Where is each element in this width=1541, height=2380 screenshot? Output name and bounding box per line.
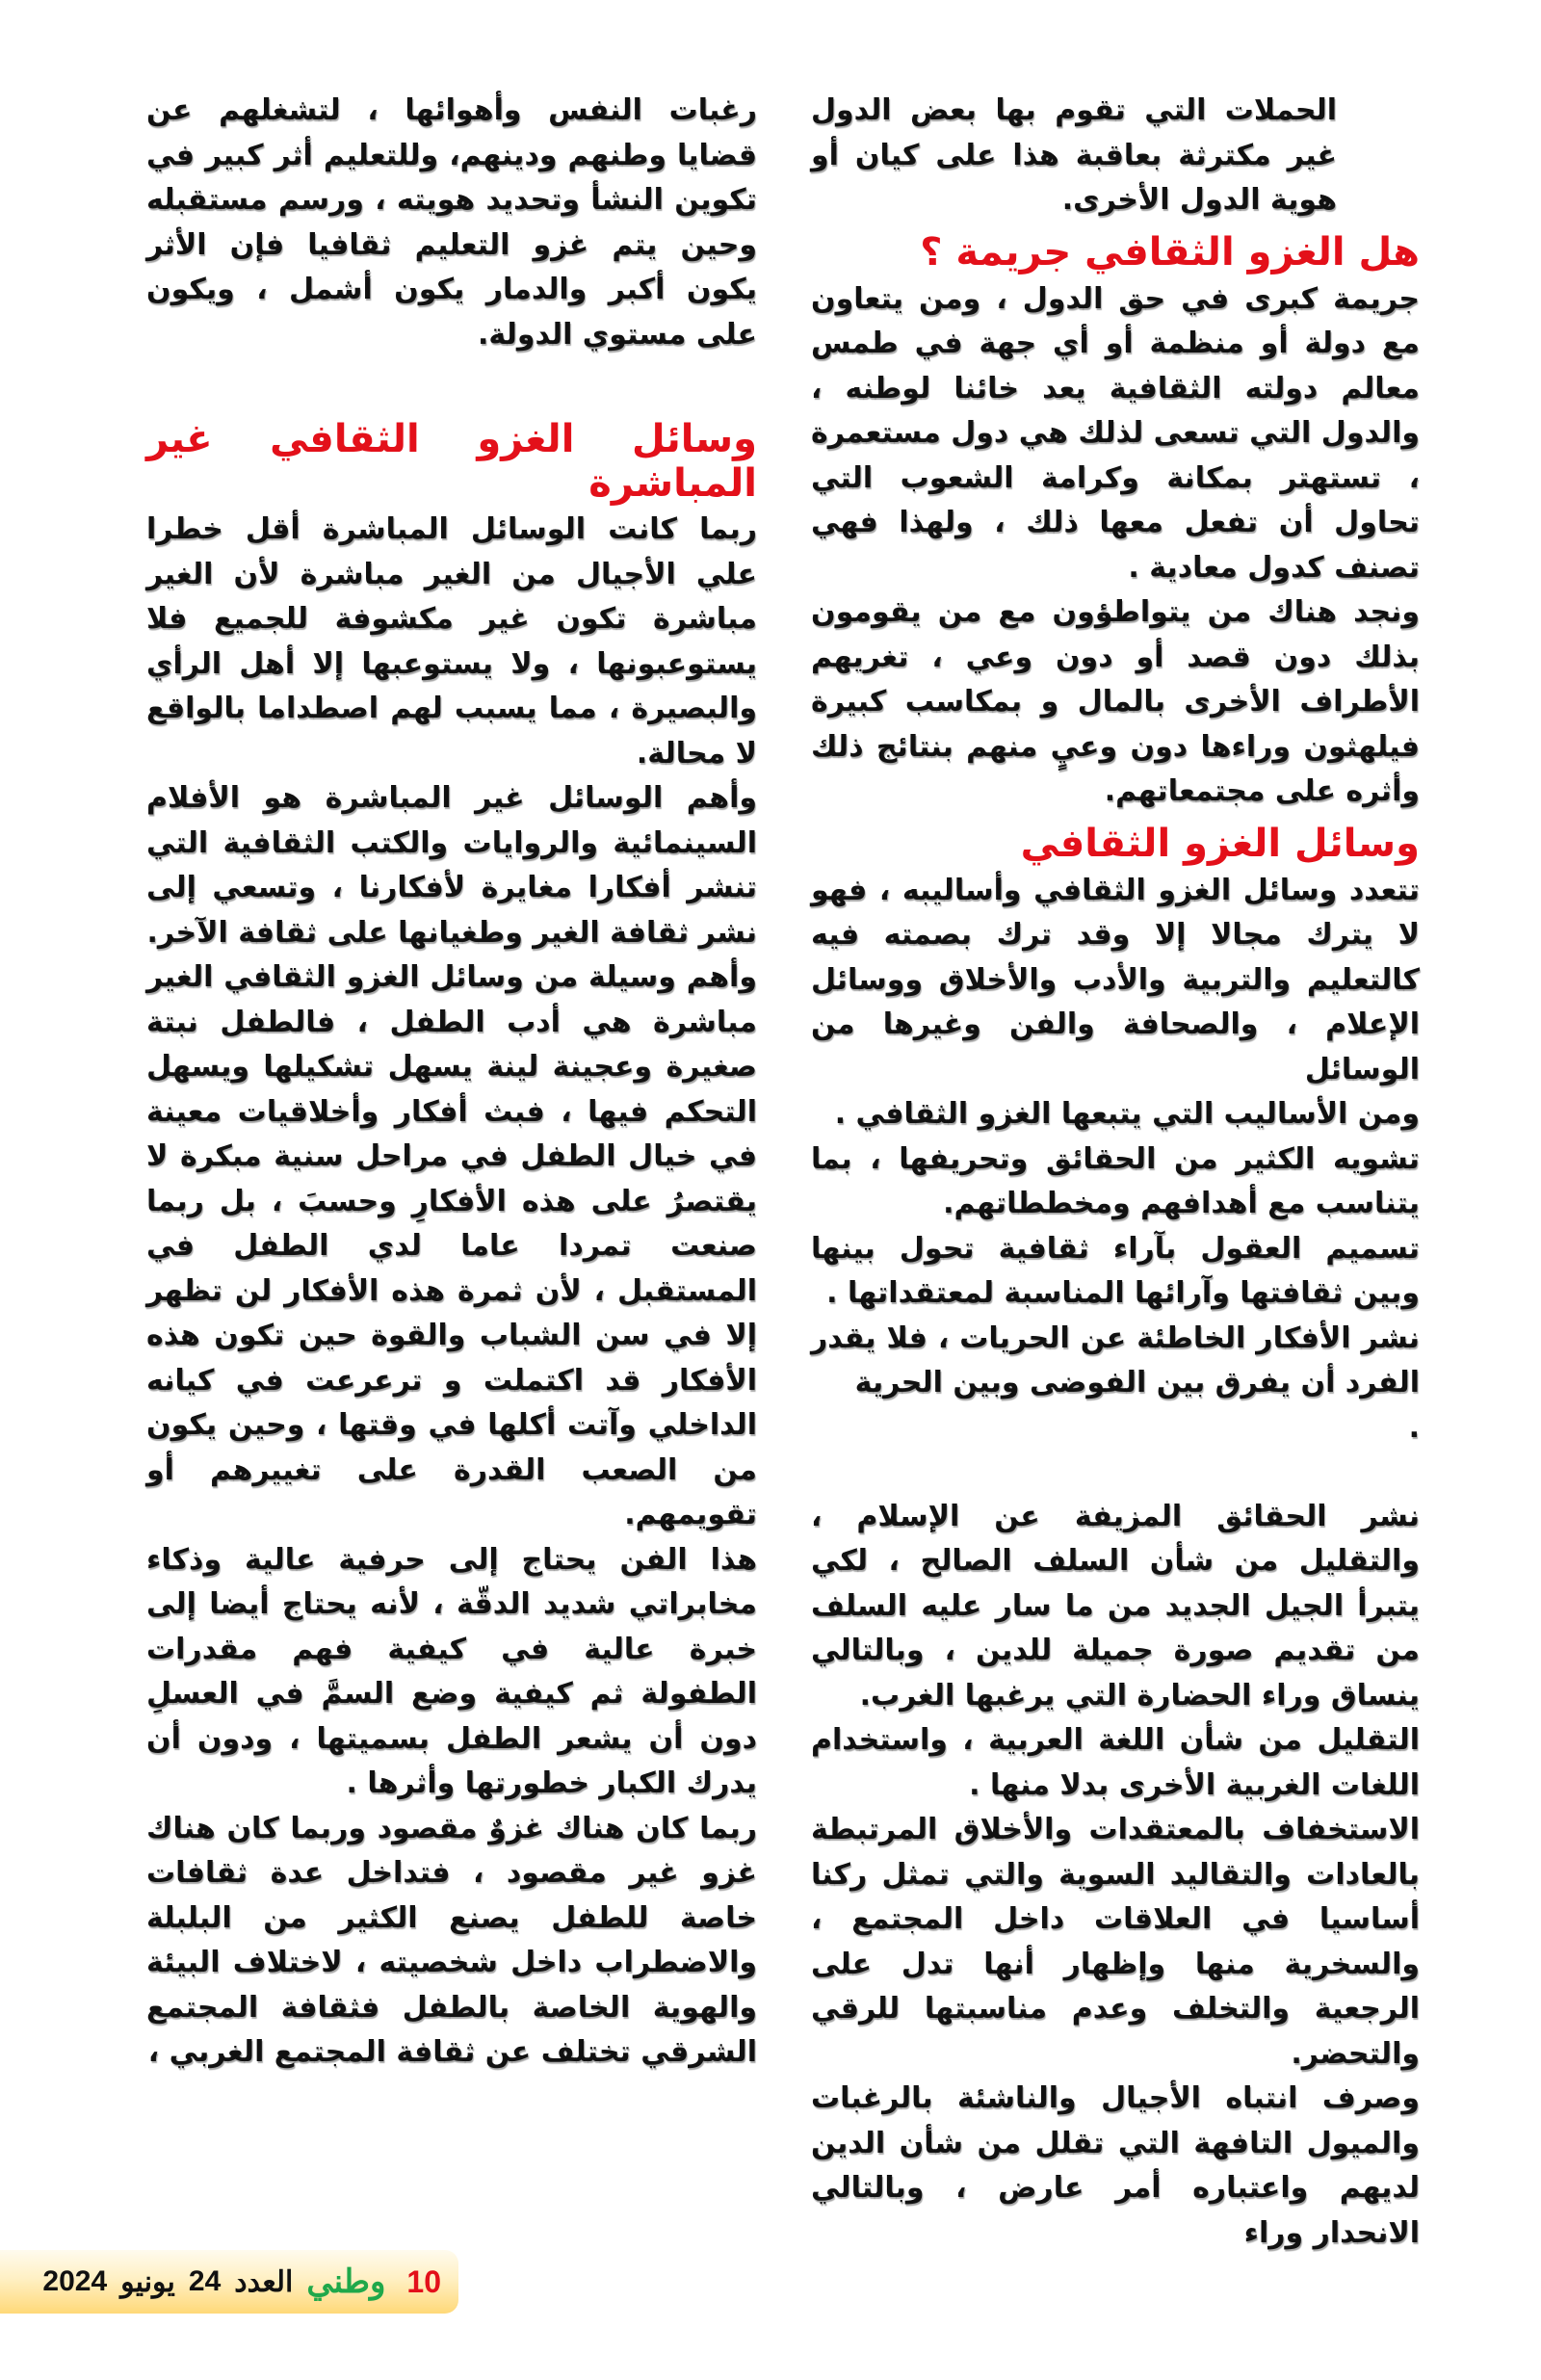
section-heading-is-cultural-invasion-a-crime: هل الغزو الثقافي جريمة ؟ xyxy=(920,229,1420,275)
body-paragraph: ربما كانت الوسائل المباشرة أقل خطرا علي الأجيال من الغير مباشرة لأن الغير مباشرة تكون غير مكشوفة للجميع فلا يستوعبونها ، ولا يستوعبها إلا أهل الرأي والبصيرة ، مما يسبب لهم اصطداما بالواقع لا محالة. xyxy=(146,512,757,771)
list-item-arabic-language: التقليل من شأن اللغة العربية ، واستخدام اللغات الغربية الأخرى بدلا منها . xyxy=(811,1723,1420,1802)
section-heading-indirect-means: وسائل الغزو الثقافي غير المباشرة xyxy=(146,417,757,506)
footer-year: 2024 xyxy=(42,2265,108,2297)
body-paragraph: تتعدد وسائل الغزو الثقافي وأساليبه ، فهو لا يترك مجالا إلا وقد ترك بصمته فيه كالتعليم والتربية والأدب والأخلاق ووسائل الإعلام ، والصحافة والفن وغيرها من الوسائل xyxy=(811,873,1420,1086)
list-item-false-freedom-ideas: نشر الأفكار الخاطئة عن الحريات ، فلا يقدر الفرد أن يفرق بين الفوضى وبين الحرية xyxy=(811,1321,1420,1399)
footer-issue-badge xyxy=(0,2250,458,2314)
body-paragraph: وأهم الوسائل غير المباشرة هو الأفلام السينمائية والروايات والكتب الثقافية التي تنشر أفكارا مغايرة لأفكارنا ، وتسعي إلى نشر ثقافة الغير وطغيانها على ثقافة الآخر. xyxy=(146,781,757,950)
body-paragraph: ونجد هناك من يتواطؤون مع من يقومون بذلك دون قصد أو دون وعي ، تغريهم الأطراف الأخرى بالمال و بمكاسب كبيرة فيلهثون وراءها دون وعيٍ منهم بنتائج ذلك وأثره على مجتمعاتهم. xyxy=(811,595,1420,808)
footer-month: يونيو xyxy=(120,2265,175,2298)
footer-page-number: 10 xyxy=(406,2263,441,2299)
list-item-poisoning-minds: تسميم العقول بآراء ثقافية تحول بينها وبين ثقافتها وآرائها المناسبة لمعتقداتها . xyxy=(811,1231,1420,1310)
stray-period: . xyxy=(1408,1410,1420,1445)
list-item-mocking-beliefs: الاستخفاف بالمعتقدات والأخلاق المرتبطة بالعادات والتقاليد السوية والتي تمثل ركنا أساسيا في العلاقات داخل المجتمع ، والسخرية منها وإظهار أنها تدل على الرجعية والتخلف وعدم مناسبتها للرقي والتحضر. xyxy=(811,1813,1420,2071)
list-item-distortion: تشويه الكثير من الحقائق وتحريفها ، بما يتناسب مع أهدافهم ومخططاتهم. xyxy=(811,1141,1420,1220)
list-item-distraction: وصرف انتباه الأجيال والناشئة بالرغبات والميول التافهة التي تقلل من شأن الدين لديهم واعتباره أمر عارض ، وبالتالي الانحدار وراء xyxy=(811,2081,1420,2250)
body-paragraph: جريمة كبرى في حق الدول ، ومن يتعاون مع دولة أو منظمة أو أي جهة في طمس معالم دولته الثقافية يعد خائنا لوطنه ، والدول التي تسعى لذلك هي دول مستعمرة ، تستهتر بمكانة وكرامة الشعوب التي تحاول أن تفعل معها ذلك ، ولهذا فهي تصنف كدول معادية . xyxy=(811,281,1420,585)
left-column xyxy=(146,89,757,2076)
list-item-false-facts-islam: نشر الحقائق المزيفة عن الإسلام ، والتقليل من شأن السلف الصالح ، لكي يتبرأ الجيل الجديد من ما سار عليه السلف من تقديم صورة جميلة للدين ، وبالتالي ينساق وراء الحضارة التي يرغبها الغرب. xyxy=(811,1499,1420,1713)
body-paragraph: هذا الفن يحتاج إلى حرفية عالية وذكاء مخابراتي شديد الدقّة ، لأنه يحتاج أيضا إلى خبرة عالية في كيفية فهم مقدرات الطفولة ثم كيفية وضع السمَّ في العسلِ دون أن يشعر الطفل بسميتها ، ودون أن يدرك الكبار خطورتها وأثرها . xyxy=(146,1542,757,1800)
spacer xyxy=(811,1451,1420,1495)
footer-magazine-name: وطني xyxy=(306,2263,386,2300)
body-paragraph: ربما كان هناك غزوٌ مقصود وربما كان هناك غزو غير مقصود ، فتداخل عدة ثقافات خاصة للطفل يصنع الكثير من البلبلة والاضطراب داخل شخصيته ، لاختلاف البيئة والهوية الخاصة بالطفل فثقافة المجتمع الشرقي تختلف عن ثقافة المجتمع الغربي ، xyxy=(146,1811,757,2069)
section-heading-means-of-cultural-invasion: وسائل الغزو الثقافي xyxy=(1020,821,1420,866)
intro-paragraph-continued: الحملات التي تقوم بها بعض الدول غير مكترثة بعاقبة هذا على كيان أو هوية الدول الأخرى. xyxy=(811,93,1337,217)
body-paragraph: ومن الأساليب التي يتبعها الغزو الثقافي . xyxy=(834,1097,1420,1131)
right-column xyxy=(811,89,1420,2256)
body-paragraph-continued: رغبات النفس وأهوائها ، لتشغلهم عن قضايا وطنهم ودينهم، وللتعليم أثر كبير في تكوين النشأ وتحديد هويته ، ورسم مستقبله وحين يتم غزو التعليم ثقافيا فإن الأثر يكون أكبر والدمار يكون أشمل ، ويكون على مستوي الدولة. xyxy=(146,93,757,352)
footer-day: 24 xyxy=(188,2265,222,2297)
footer-issue-label: العدد xyxy=(234,2265,294,2298)
body-paragraph: وأهم وسيلة من وسائل الغزو الثقافي الغير مباشرة هي أدب الطفل ، فالطفل نبتة صغيرة وعجينة لينة يسهل تشكيلها ويسهل التحكم فيها ، فبث أفكار وأخلاقيات معينة في خيال الطفل في مراحل سنية مبكرة لا يقتصرُ على هذه الأفكارِ وحسبَ ، بل ربما صنعت تمردا عاما لدي الطفل في المستقبل ، لأن ثمرة هذه الأفكار لن تظهر إلا في سن الشباب والقوة حين تكون هذه الأفكار قد اكتملت و ترعرعت في كيانه الداخلي وآتت أكلها في وقتها ، وحين يكون من الصعب القدرة على تغييرهم أو تقويمهم. xyxy=(146,960,757,1531)
